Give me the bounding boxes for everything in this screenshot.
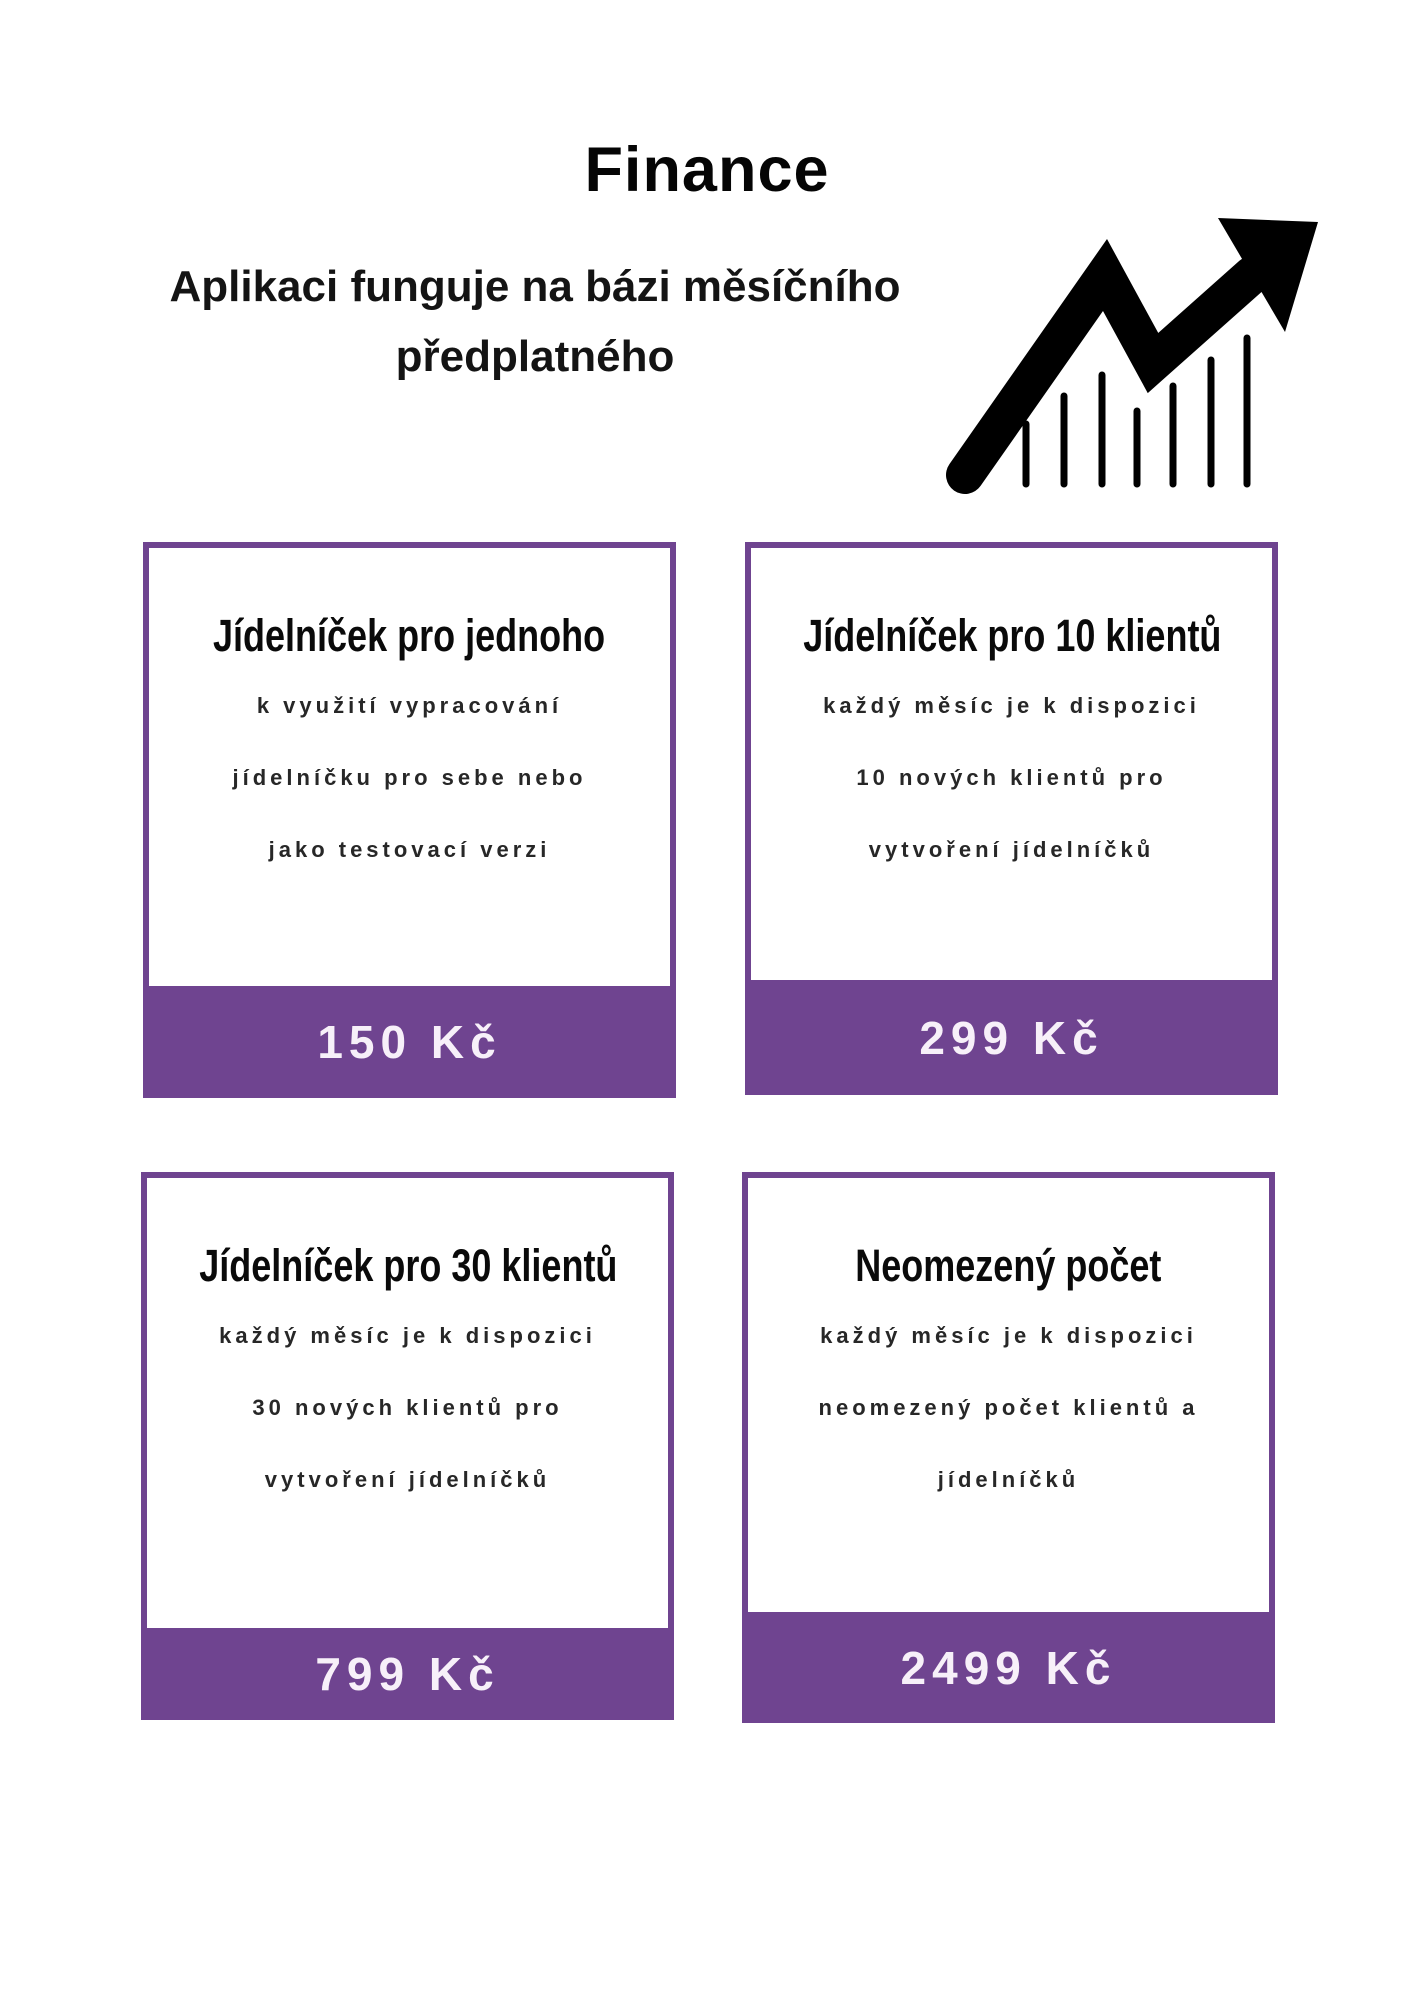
price-bar [143, 986, 676, 1098]
card-line: každý měsíc je k dispozici [219, 1323, 596, 1348]
card-description [147, 1300, 668, 1516]
pricing-card-10-klientu [745, 542, 1278, 1095]
card-line: vytvoření jídelníčků [264, 1467, 551, 1492]
card-line: jídelníčků [937, 1467, 1080, 1492]
card-line: každý měsíc je k dispozici [820, 1323, 1197, 1348]
price-label: 2499 Kč [900, 1641, 1117, 1694]
card-title [147, 1240, 668, 1292]
card-title [751, 610, 1272, 662]
card-title-text: Jídelníček pro 30 klientů [199, 1240, 618, 1291]
card-description [748, 1300, 1269, 1516]
price-label: 799 Kč [315, 1648, 500, 1700]
card-description [751, 670, 1272, 886]
price-label: 150 Kč [317, 1016, 502, 1068]
growth-arrow-chart-icon [940, 180, 1360, 510]
price-label: 299 Kč [919, 1011, 1104, 1064]
card-title [748, 1240, 1269, 1292]
subtitle-line-2: předplatného [395, 332, 675, 381]
card-title [149, 610, 670, 662]
pricing-card-30-klientu [141, 1172, 674, 1720]
card-line: 10 nových klientů pro [856, 765, 1167, 790]
card-line: 30 nových klientů pro [252, 1395, 563, 1420]
price-bar [745, 980, 1278, 1095]
card-line: vytvoření jídelníčků [868, 837, 1155, 862]
subtitle-line-1: Aplikaci funguje na bázi měsíčního [169, 262, 901, 311]
pricing-card-neomezeny [742, 1172, 1275, 1723]
price-bar [742, 1612, 1275, 1723]
card-line: neomezený počet klientů a [818, 1395, 1199, 1420]
pricing-card-jednoho [143, 542, 676, 1098]
card-title-text: Neomezený počet [855, 1240, 1162, 1291]
card-line: každý měsíc je k dispozici [823, 693, 1200, 718]
card-line: k využití vypracování [256, 693, 563, 718]
page-title: Finance [584, 135, 830, 206]
page-subtitle [0, 252, 1070, 392]
card-line: jídelníčku pro sebe nebo [232, 765, 587, 790]
card-title-text: Jídelníček pro jednoho [213, 610, 606, 661]
card-description [149, 670, 670, 886]
card-line: jako testovací verzi [268, 837, 551, 862]
price-bar [141, 1628, 674, 1720]
card-title-text: Jídelníček pro 10 klientů [803, 610, 1222, 661]
